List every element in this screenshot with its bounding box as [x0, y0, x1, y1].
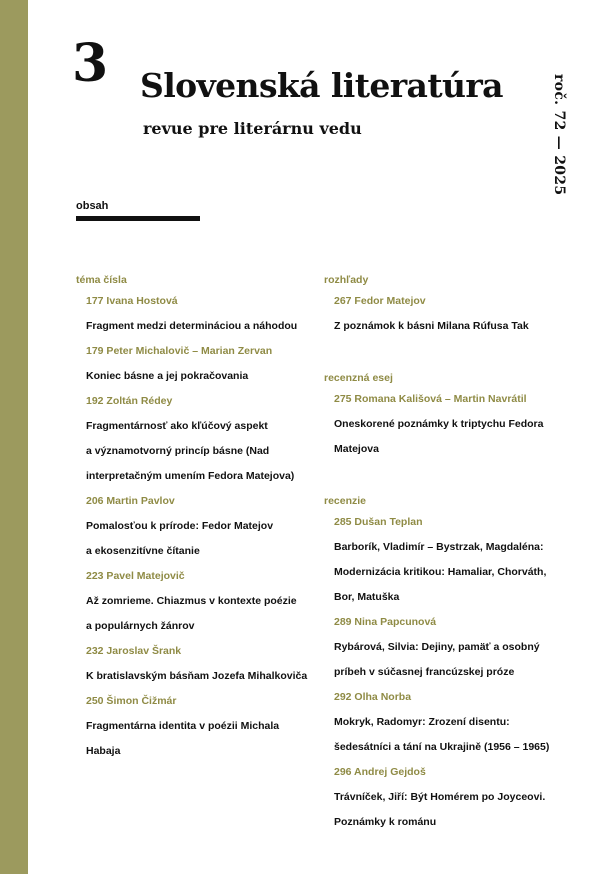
toc-entry-title-line: Barborík, Vladimír – Bystrzak, Magdaléna:: [334, 541, 544, 553]
toc-entry-page-author: 206 Martin Pavlov: [86, 495, 175, 507]
toc-entry-title-line: K bratislavským básňam Jozefa Mihalkoviča: [86, 670, 308, 682]
toc-entry: [76, 689, 316, 764]
toc-entry-title-line: Fragment medzi determináciou a náhodou: [86, 320, 298, 332]
toc-entry-page-author: 192 Zoltán Rédey: [86, 395, 173, 407]
toc-entry-title-line: Habaja: [86, 745, 121, 757]
toc-entry: [324, 387, 582, 462]
toc-entry-title-line: a významotvorný princíp básne (Nad: [86, 445, 270, 457]
toc-entry-page-author: 267 Fedor Matejov: [334, 295, 426, 307]
toc-entry-title-line: interpretačným umením Fedora Matejova): [86, 470, 295, 482]
journal-title: Slovenská literatúra: [140, 66, 503, 105]
toc-entry-title-line: Koniec básne a jej pokračovania: [86, 370, 249, 382]
toc-entry-title-line: Z poznámok k básni Milana Rúfusa Tak: [334, 320, 529, 332]
toc-entry-page-author: 250 Šimon Čižmár: [86, 695, 177, 707]
toc-entry-title-line: Bor, Matuška: [334, 591, 400, 603]
cover-color-band: [0, 0, 28, 874]
issue-number: 3: [72, 33, 108, 94]
toc-entry-page-author: 177 Ivana Hostová: [86, 295, 178, 307]
toc-entry: [76, 639, 316, 689]
toc-entry: [324, 685, 582, 760]
toc-entry-title-line: Modernizácia kritikou: Hamaliar, Chorváth,: [334, 566, 547, 578]
toc-entry: [324, 510, 582, 610]
toc-entry-title-line: Trávníček, Jiří: Být Homérem po Joyceovi.: [334, 791, 546, 803]
toc-entry-page-author: 223 Pavel Matejovič: [86, 570, 185, 582]
toc-entry-title-line: Mokryk, Radomyr: Zrození disentu:: [334, 716, 510, 728]
toc-entry: [324, 760, 582, 835]
toc-entry: [76, 289, 316, 339]
section-spacer: [324, 339, 582, 369]
toc-section-heading: rozhľady: [324, 274, 369, 286]
journal-subtitle: revue pre literárnu vedu: [143, 119, 362, 138]
toc-entry: [76, 489, 316, 564]
toc-section-heading: recenzná esej: [324, 372, 393, 384]
toc-entry: [76, 564, 316, 639]
volume-year: roč. 72 — 2025: [551, 74, 567, 196]
toc-entry-title-line: a populárnych žánrov: [86, 620, 195, 632]
toc-right-column: [324, 271, 582, 835]
toc-entry-page-author: 285 Dušan Teplan: [334, 516, 423, 528]
toc-entry-title-line: Matejova: [334, 443, 379, 455]
toc-entry-title-line: Poznámky k románu: [334, 816, 437, 828]
toc-entry-title-line: Fragmentárna identita v poézii Michala: [86, 720, 280, 732]
toc-entry-title-line: príbeh v súčasnej francúzskej próze: [334, 666, 515, 678]
toc-entry-title-line: Fragmentárnosť ako kľúčový aspekt: [86, 420, 268, 432]
toc-entry-title-line: Oneskorené poznámky k triptychu Fedora: [334, 418, 544, 430]
toc-entry-title-line: Pomalosťou k prírode: Fedor Matejov: [86, 520, 274, 532]
toc-entry-title-line: šedesátníci a tání na Ukrajině (1956 – 1965): [334, 741, 550, 753]
toc-left-column: [76, 271, 316, 764]
toc-section-heading: téma čísla: [76, 274, 127, 286]
toc-entry-title-line: Až zomrieme. Chiazmus v kontexte poézie: [86, 595, 297, 607]
toc-entry: [324, 610, 582, 685]
toc-entry-title-line: Rybárová, Silvia: Dejiny, pamäť a osobný: [334, 641, 540, 653]
toc-entry-page-author: 275 Romana Kališová – Martin Navrátil: [334, 393, 527, 405]
toc-entry: [76, 339, 316, 389]
contents-label: obsah: [76, 200, 109, 212]
section-spacer: [324, 462, 582, 492]
toc-entry: [76, 389, 316, 489]
toc-entry: [324, 289, 582, 339]
toc-entry-title-line: a ekosenzitívne čítanie: [86, 545, 200, 557]
toc-entry-page-author: 289 Nina Papcunová: [334, 616, 437, 628]
toc-entry-page-author: 179 Peter Michalovič – Marian Zervan: [86, 345, 273, 357]
toc-entry-page-author: 296 Andrej Gejdoš: [334, 766, 426, 778]
toc-section-heading: recenzie: [324, 495, 367, 507]
toc-entry-page-author: 292 Olha Norba: [334, 691, 412, 703]
contents-rule: [76, 216, 200, 221]
toc-entry-page-author: 232 Jaroslav Šrank: [86, 645, 182, 657]
